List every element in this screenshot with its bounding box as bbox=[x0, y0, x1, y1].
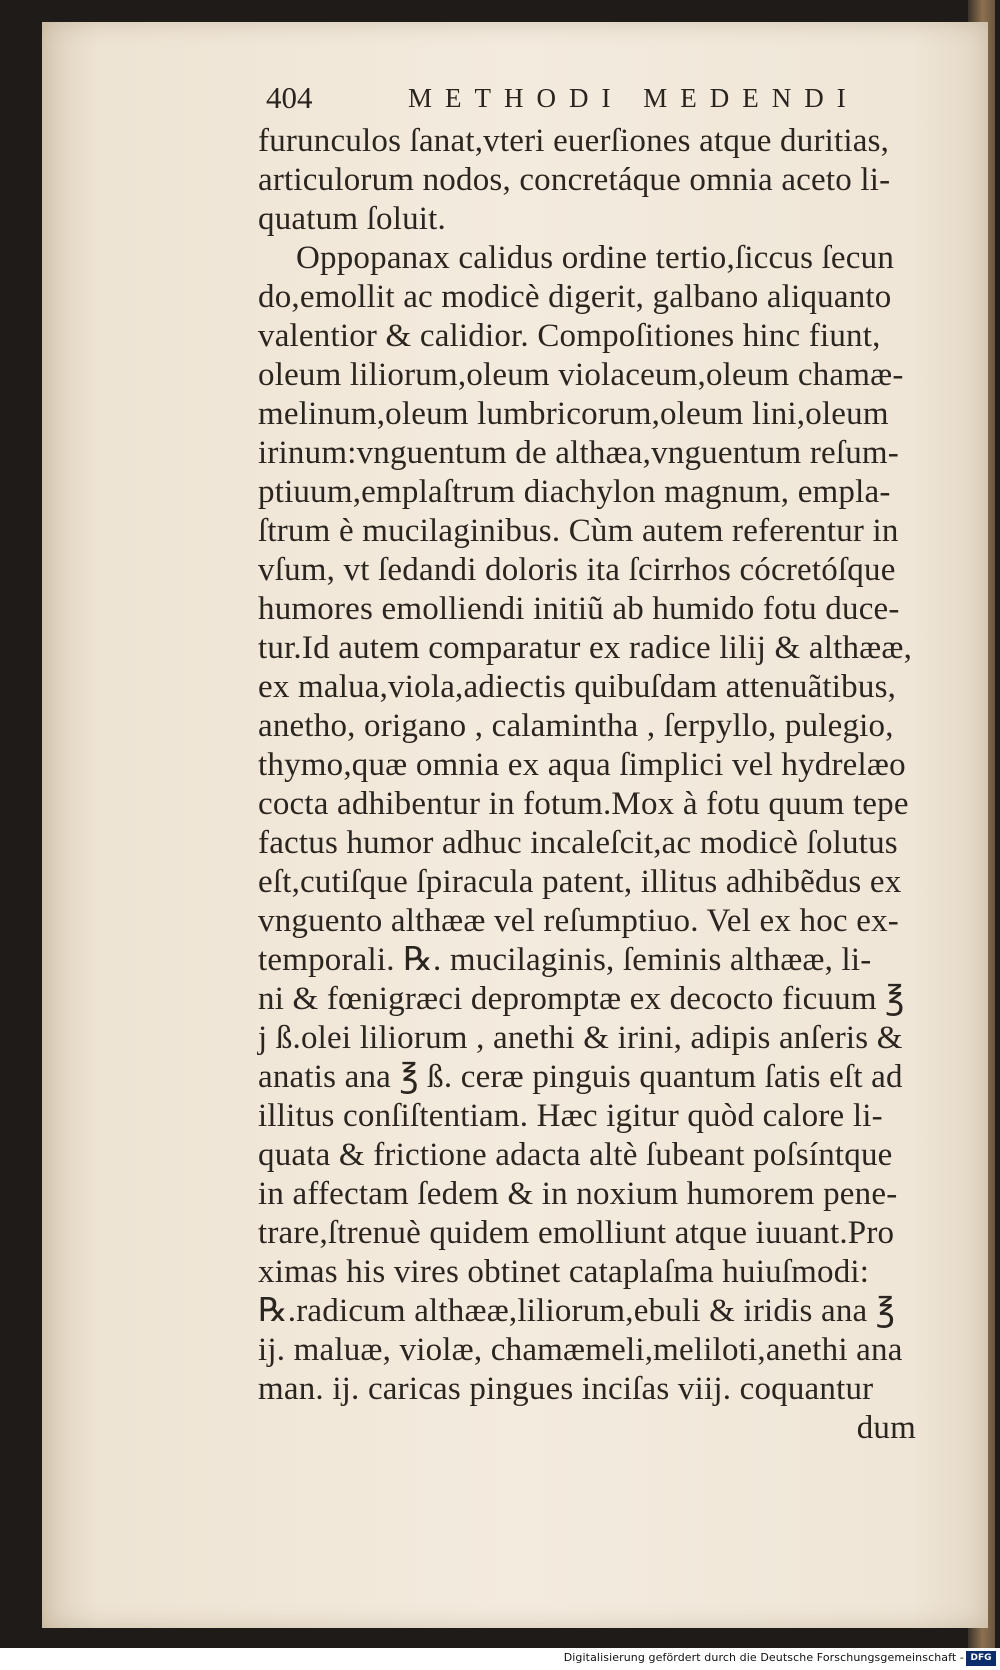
text-line: j ß.olei liliorum , anethi & irini, adipis anſeris & bbox=[258, 1020, 903, 1056]
page-header bbox=[266, 78, 886, 118]
text-line: vnguento althææ vel reſumptiuo. Vel ex hoc ex- bbox=[258, 903, 899, 939]
text-line: anetho, origano , calamintha , ſerpyllo, pulegio, bbox=[258, 708, 894, 744]
text-line: illitus conſiſtentiam. Hæc igitur quòd calore li- bbox=[258, 1098, 883, 1134]
paragraph-start-line: Oppopanax calidus ordine tertio,ſiccus ſecun bbox=[296, 240, 895, 276]
text-line: vſum, vt ſedandi doloris ita ſcirrhos cócretóſque bbox=[258, 552, 896, 588]
text-line: irinum:vnguentum de althæa,vnguentum reſum- bbox=[258, 435, 899, 471]
running-head: METHODI MEDENDI bbox=[408, 83, 859, 113]
text-line: temporali. ℞. mucilaginis, ſeminis althææ, li- bbox=[258, 942, 872, 978]
text-line: quatum ſoluit. bbox=[258, 201, 446, 237]
text-line: cocta adhibentur in fotum.Mox à fotu quum tepe bbox=[258, 786, 909, 822]
text-line: ptiuum,emplaſtrum diachylon magnum, empla- bbox=[258, 474, 891, 510]
dfg-logo-icon: DFG bbox=[966, 1651, 996, 1666]
text-line: do,emollit ac modicè digerit, galbano aliquanto bbox=[258, 279, 892, 315]
text-line: in affectam ſedem & in noxium humorem pene- bbox=[258, 1176, 898, 1212]
funding-credit: Digitalisierung gefördert durch die Deutsche Forschungsgemeinschaft - bbox=[563, 1651, 964, 1664]
digitization-footer bbox=[0, 1648, 1000, 1670]
text-line: ex malua,viola,adiectis quibuſdam attenuãtibus, bbox=[258, 669, 897, 705]
text-line: valentior & calidior. Compoſitiones hinc fiunt, bbox=[258, 318, 881, 354]
text-line: anatis ana ℥ ß. ceræ pinguis quantum ſatis eſt ad bbox=[258, 1059, 903, 1095]
body-text bbox=[258, 122, 966, 1448]
text-line: ℞.radicum althææ,liliorum,ebuli & iridis ana ℥ bbox=[258, 1293, 896, 1329]
text-line: ij. maluæ, violæ, chamæmeli,meliloti,anethi ana bbox=[258, 1332, 903, 1368]
scan-border bbox=[995, 0, 1000, 1648]
text-line: trare,ſtrenuè quidem emolliunt atque iuuant.Pro bbox=[258, 1215, 895, 1251]
text-line: articulorum nodos, concretáque omnia aceto li- bbox=[258, 162, 891, 198]
text-line: man. ij. caricas pingues inciſas viij. coquantur bbox=[258, 1371, 874, 1407]
catchword: dum bbox=[856, 1410, 916, 1446]
text-line: thymo,quæ omnia ex aqua ſimplici vel hydrelæo bbox=[258, 747, 906, 783]
text-line: tur.Id autem comparatur ex radice lilij & althææ, bbox=[258, 630, 913, 666]
text-line: furunculos ſanat,vteri euerſiones atque duritias, bbox=[258, 123, 890, 159]
text-line: ximas his vires obtinet cataplaſma huiuſmodi: bbox=[258, 1254, 870, 1290]
text-line: factus humor adhuc incaleſcit,ac modicè ſolutus bbox=[258, 825, 898, 861]
text-line: humores emolliendi initiũ ab humido fotu duce- bbox=[258, 591, 900, 627]
text-line: quata & frictione adacta altè ſubeant poſsíntque bbox=[258, 1137, 893, 1173]
text-line: oleum liliorum,oleum violaceum,oleum chamæ- bbox=[258, 357, 904, 393]
text-line: eſt,cutiſque ſpiracula patent, illitus adhibẽdus ex bbox=[258, 864, 902, 900]
text-line: melinum,oleum lumbricorum,oleum lini,oleum bbox=[258, 396, 889, 432]
text-line: ni & fœnigræci depromptæ ex decocto ficuum ℥ bbox=[258, 981, 905, 1017]
text-line: ſtrum è mucilaginibus. Cùm autem referentur in bbox=[258, 513, 899, 549]
page-number: 404 bbox=[266, 80, 313, 115]
